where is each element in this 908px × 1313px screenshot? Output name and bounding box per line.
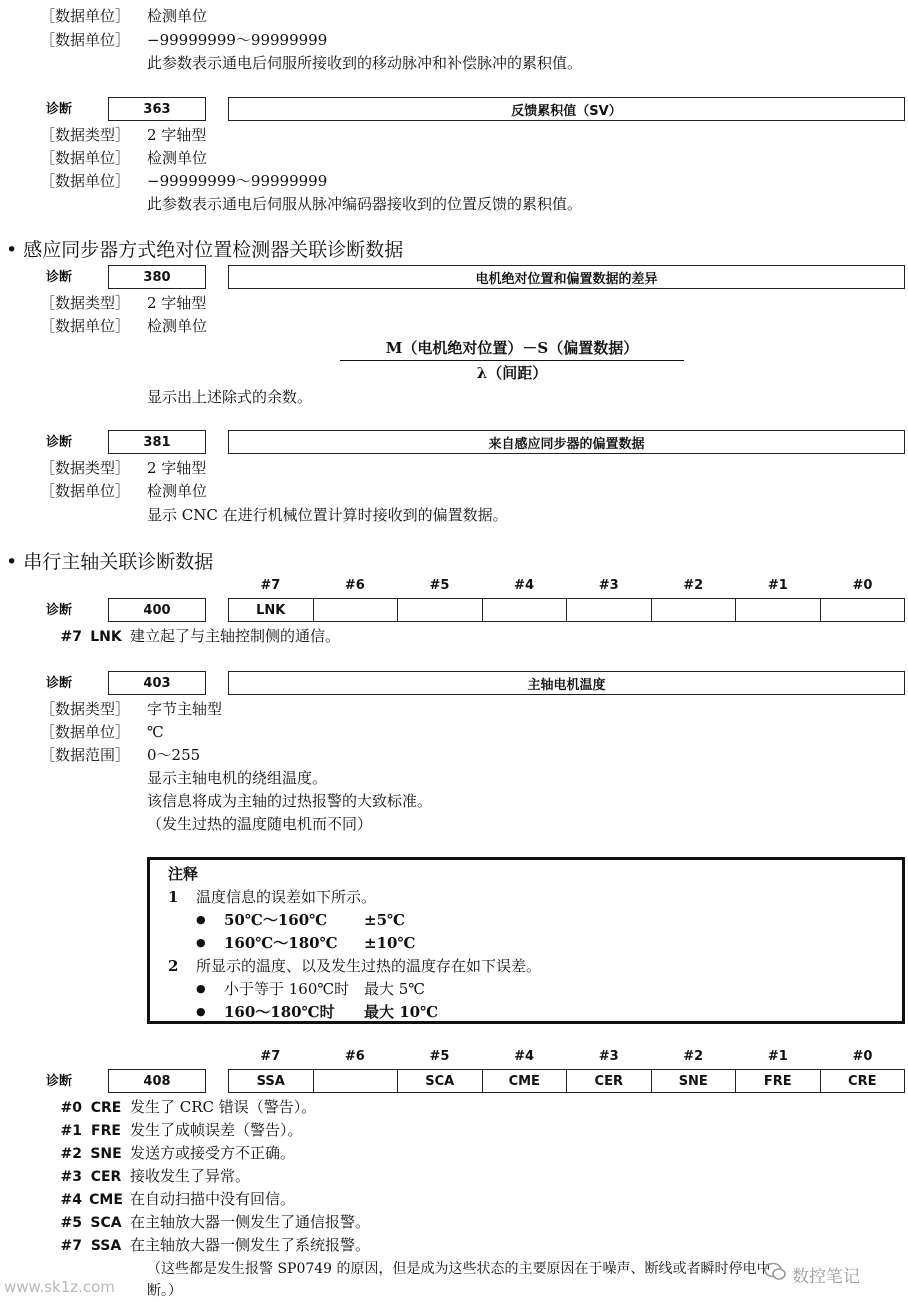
temp-error: 最大 10℃ xyxy=(364,1003,439,1021)
bit-cell: CER xyxy=(566,1070,651,1092)
formula-denominator: λ（间距） xyxy=(476,364,548,382)
data-unit-value: ℃ xyxy=(147,723,164,741)
bit-header-row xyxy=(228,1049,905,1064)
bullet-icon: ● xyxy=(196,913,206,926)
description: 显示出上述除式的余数。 xyxy=(147,388,313,406)
data-type-label: ［数据类型］ xyxy=(40,700,131,718)
watermark-brand-text: 数控笔记 xyxy=(792,1267,860,1287)
description: 显示主轴电机的绕组温度。 xyxy=(147,769,328,787)
bit-description xyxy=(46,1212,370,1233)
bit-mnemonic: SNE xyxy=(90,1146,122,1162)
data-unit-value: 检测单位 xyxy=(147,7,208,25)
bit-header: #5 xyxy=(429,578,450,593)
bit-text: 发送方或接受方不正确。 xyxy=(130,1144,296,1162)
bit-cell: CRE xyxy=(820,1070,905,1092)
bit-text: 建立起了与主轴控制侧的通信。 xyxy=(130,627,341,645)
bit-number: #1 xyxy=(60,1123,82,1139)
bit-cell xyxy=(313,599,398,621)
bit-header: #3 xyxy=(598,1049,619,1064)
bit-header: #5 xyxy=(429,1049,450,1064)
footnote: 断。） xyxy=(147,1283,182,1299)
bit-header-row xyxy=(228,578,905,593)
data-type-value: 2 字轴型 xyxy=(147,294,207,312)
data-unit-value: 检测单位 xyxy=(147,482,208,500)
data-type-value: 2 字轴型 xyxy=(147,459,207,477)
diag-title-363: 反馈累积值（SV） xyxy=(228,97,905,121)
bit-cell: SNE xyxy=(651,1070,736,1092)
bullet-icon: ● xyxy=(196,1005,206,1018)
footnote: （这些都是发生报警 SP0749 的原因，但是成为这些状态的主要原因在于噪声、断线或者瞬时停电中 xyxy=(147,1261,771,1277)
bullet-icon: ● xyxy=(196,936,206,949)
description: 此参数表示通电后伺服所接收到的移动脉冲和补偿脉冲的累积值。 xyxy=(147,54,583,72)
bit-number: #2 xyxy=(60,1146,82,1162)
note-item-text: 温度信息的误差如下所示。 xyxy=(196,888,377,906)
bit-header: #3 xyxy=(598,578,619,593)
bit-cell: LNK xyxy=(256,602,286,618)
temp-error: 最大 5℃ xyxy=(364,980,426,998)
data-unit-label: ［数据单位］ xyxy=(40,317,131,335)
temp-range: 160～180℃时 xyxy=(224,1003,335,1021)
data-range-value: −99999999～99999999 xyxy=(147,172,328,190)
diag-number-381: 381 xyxy=(108,430,206,454)
data-unit-value: 检测单位 xyxy=(147,317,208,335)
diag-title-380: 电机绝对位置和偏置数据的差异 xyxy=(228,265,905,289)
bit-cell xyxy=(735,599,820,621)
data-unit-label: ［数据单位］ xyxy=(40,7,131,25)
bullet-icon: ● xyxy=(196,982,206,995)
bit-header: #0 xyxy=(852,578,873,593)
bit-description xyxy=(46,1120,303,1141)
bit-cell: FRE xyxy=(735,1070,820,1092)
bit-cells-408 xyxy=(228,1069,905,1093)
data-range-label: ［数据范围］ xyxy=(40,746,131,764)
diag-label: 诊断 xyxy=(46,676,73,691)
data-unit-label: ［数据单位］ xyxy=(40,31,131,49)
data-range-value: −99999999～99999999 xyxy=(147,31,328,49)
bit-header: #7 xyxy=(260,578,281,593)
temp-range: 160℃～180℃ xyxy=(224,934,338,952)
bit-cell xyxy=(820,599,905,621)
bit-text: 在主轴放大器一侧发生了系统报警。 xyxy=(130,1236,371,1254)
formula-numerator: M（电机绝对位置）－S（偏置数据） xyxy=(385,339,639,357)
bit-cell xyxy=(397,599,482,621)
data-unit-label: ［数据单位］ xyxy=(40,172,131,190)
bit-mnemonic: FRE xyxy=(91,1123,121,1139)
bit-description xyxy=(46,1166,250,1187)
diag-label: 诊断 xyxy=(46,102,73,117)
temp-error: ±5℃ xyxy=(364,911,405,929)
data-type-value: 2 字轴型 xyxy=(147,126,207,144)
diag-number-403: 403 xyxy=(108,671,206,695)
data-type-value: 字节主轴型 xyxy=(147,700,223,718)
bit-number: #0 xyxy=(60,1100,82,1116)
data-type-label: ［数据类型］ xyxy=(40,294,131,312)
diag-label: 诊断 xyxy=(46,435,73,450)
diag-label: 诊断 xyxy=(46,1074,73,1089)
temp-range: 50℃～160℃ xyxy=(224,911,328,929)
bit-header: #4 xyxy=(514,578,535,593)
bit-header: #2 xyxy=(683,578,704,593)
data-unit-label: ［数据单位］ xyxy=(40,482,131,500)
diag-title-381: 来自感应同步器的偏置数据 xyxy=(228,430,905,454)
bit-cell: SSA xyxy=(256,1073,285,1089)
bit-description xyxy=(46,1235,370,1256)
diag-label: 诊断 xyxy=(46,270,73,285)
description: 该信息将成为主轴的过热报警的大致标准。 xyxy=(147,792,433,810)
temp-range: 小于等于 160℃时 xyxy=(224,980,350,998)
bit-description xyxy=(46,1189,295,1210)
bit-description xyxy=(46,626,340,647)
section-heading: • 感应同步器方式绝对位置检测器关联诊断数据 xyxy=(6,239,404,261)
bit-description xyxy=(46,1143,295,1164)
diag-number-380: 380 xyxy=(108,265,206,289)
bit-mnemonic: CRE xyxy=(90,1100,122,1116)
data-unit-label: ［数据单位］ xyxy=(40,149,131,167)
bit-mnemonic: SSA xyxy=(90,1238,122,1254)
bit-mnemonic: CER xyxy=(90,1169,122,1185)
note-item-number: 1 xyxy=(168,888,179,906)
diag-title-403: 主轴电机温度 xyxy=(228,671,905,695)
data-type-label: ［数据类型］ xyxy=(40,126,131,144)
bit-number: #3 xyxy=(60,1169,82,1185)
watermark-brand xyxy=(764,1262,860,1287)
bit-text: 在自动扫描中没有回信。 xyxy=(130,1190,296,1208)
bit-text: 接收发生了异常。 xyxy=(130,1167,251,1185)
temp-error: ±10℃ xyxy=(364,934,416,952)
bit-header: #2 xyxy=(683,1049,704,1064)
data-unit-label: ［数据单位］ xyxy=(40,723,131,741)
bit-description xyxy=(46,1097,316,1118)
watermark-url: www.sk1z.com xyxy=(4,1278,115,1296)
bit-cell xyxy=(566,599,651,621)
bit-cell xyxy=(313,1070,398,1092)
diag-number-363: 363 xyxy=(108,97,206,121)
bit-text: 在主轴放大器一侧发生了通信报警。 xyxy=(130,1213,371,1231)
bit-number: #5 xyxy=(60,1215,82,1231)
note-title: 注释 xyxy=(168,865,199,883)
bit-cells-400 xyxy=(228,598,905,622)
bit-number: #7 xyxy=(60,1238,82,1254)
bit-number: #7 xyxy=(60,629,82,645)
note-box xyxy=(147,857,905,1024)
bit-header: #1 xyxy=(767,1049,788,1064)
diag-number-400: 400 xyxy=(108,598,206,622)
bit-number: #4 xyxy=(60,1192,82,1208)
description: 显示 CNC 在进行机械位置计算时接收到的偏置数据。 xyxy=(147,506,508,524)
bit-text: 发生了成帧误差（警告）。 xyxy=(130,1121,303,1139)
fraction-bar xyxy=(340,360,684,361)
bit-header: #1 xyxy=(767,578,788,593)
bit-header: #0 xyxy=(852,1049,873,1064)
data-type-label: ［数据类型］ xyxy=(40,459,131,477)
data-range-value: 0～255 xyxy=(147,746,201,764)
bit-mnemonic: LNK xyxy=(90,629,122,645)
bit-cell: CME xyxy=(482,1070,567,1092)
bit-mnemonic: CME xyxy=(89,1192,123,1208)
note-item-number: 2 xyxy=(168,957,179,975)
bit-header: #6 xyxy=(344,578,365,593)
bit-cell xyxy=(651,599,736,621)
description: 此参数表示通电后伺服从脉冲编码器接收到的位置反馈的累积值。 xyxy=(147,195,583,213)
bit-header: #6 xyxy=(344,1049,365,1064)
section-heading: • 串行主轴关联诊断数据 xyxy=(6,551,214,573)
bit-header: #4 xyxy=(514,1049,535,1064)
diag-label: 诊断 xyxy=(46,603,73,618)
bit-text: 发生了 CRC 错误（警告）。 xyxy=(130,1098,317,1116)
wechat-icon xyxy=(764,1262,786,1287)
bit-cell: SCA xyxy=(397,1070,482,1092)
diag-number-408: 408 xyxy=(108,1069,206,1093)
bit-cell xyxy=(482,599,567,621)
description: （发生过热的温度随电机而不同） xyxy=(147,815,373,833)
note-item-text: 所显示的温度、以及发生过热的温度存在如下误差。 xyxy=(196,957,542,975)
bit-mnemonic: SCA xyxy=(90,1215,122,1231)
data-unit-value: 检测单位 xyxy=(147,149,208,167)
bit-header: #7 xyxy=(260,1049,281,1064)
